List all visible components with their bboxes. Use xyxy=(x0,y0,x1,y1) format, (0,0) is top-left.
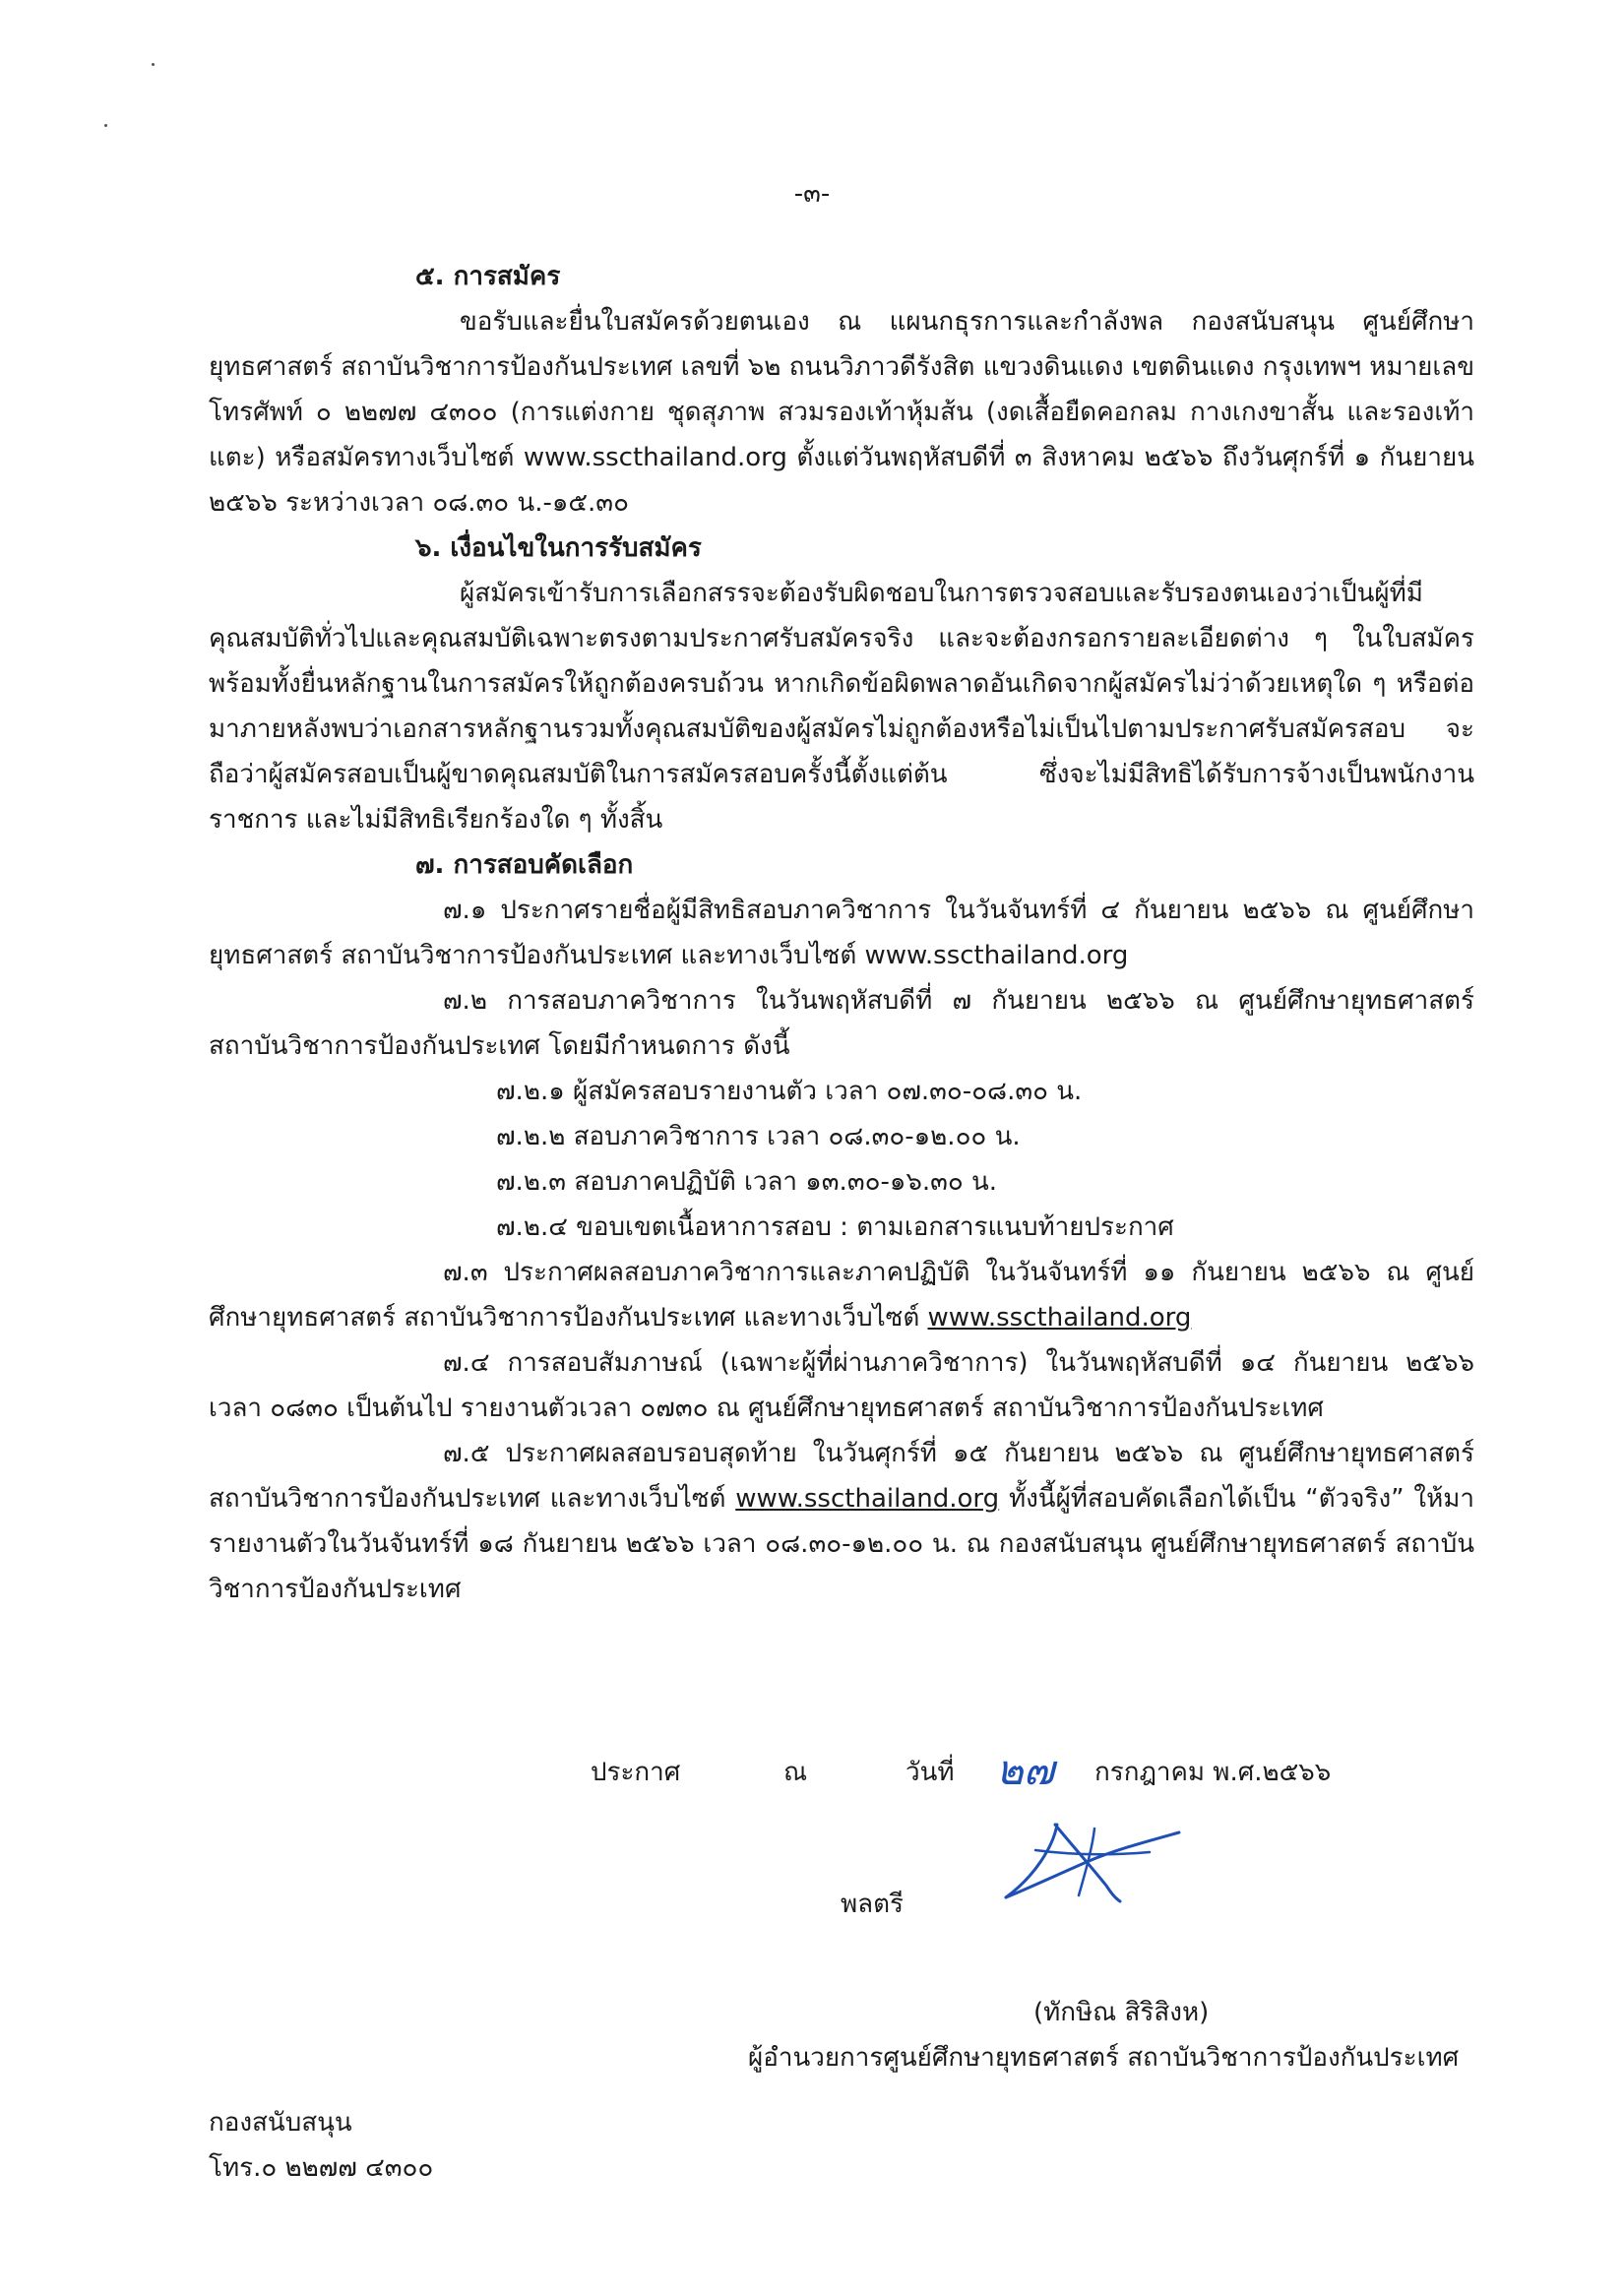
section-6-heading: ๖. เงื่อนไขในการรับสมัคร xyxy=(415,533,702,563)
item-7-5 xyxy=(209,1431,1474,1612)
item-7-5-text-b: ทั้งนี้ผู้ที่สอบคัดเลือกได้เป็น “ตัวจริง” ให้มารายงานตัวในวันจันทร์ที่ ๑๘ กันยายน ๒๕๖๖ เวลา ๐๘.๓๐-๑๒.๐๐ น. ณ กองสนับสนุน ศูนย์ศึกษายุทธศาสตร์ สถาบันวิชาการป้องกันประเทศ xyxy=(209,1484,1474,1604)
item-7-3 xyxy=(209,1250,1474,1340)
scan-speck xyxy=(104,124,107,127)
item-7-2-1: ๗.๒.๑ ผู้สมัครสอบรายงานตัว เวลา ๐๗.๓๐-๐๘.๓๐ น. xyxy=(496,1077,1083,1106)
item-7-4: ๗.๔ การสอบสัมภาษณ์ (เฉพาะผู้ที่ผ่านภาควิชาการ) ในวันพฤหัสบดีที่ ๑๔ กันยายน ๒๕๖๖ เวลา ๐๘๓๐ เป็นต้นไป รายงานตัวเวลา ๐๗๓๐ ณ ศูนย์ศึกษายุทธศาสตร์ สถาบันวิชาการป้องกันประเทศ xyxy=(209,1348,1474,1423)
item-7-3-text: ๗.๓ ประกาศผลสอบภาควิชาการและภาคปฏิบัติ ในวันจันทร์ที่ ๑๑ กันยายน ๒๕๖๖ ณ ศูนย์ศึกษายุทธศาสตร์ สถาบันวิชาการป้องกันประเทศ และทางเว็บไซต์ xyxy=(209,1258,1474,1333)
item-7-1: ๗.๑ ประกาศรายชื่อผู้มีสิทธิสอบภาควิชาการ ในวันจันทร์ที่ ๔ กันยายน ๒๕๖๖ ณ ศูนย์ศึกษายุทธศาสตร์ สถาบันวิชาการป้องกันประเทศ และทางเว็บไซต์ www.sscthailand.org xyxy=(209,896,1474,970)
item-7-2-4: ๗.๒.๔ ขอบเขตเนื้อหาการสอบ : ตามเอกสารแนบท้ายประกาศ xyxy=(496,1212,1174,1242)
item-7-2-2: ๗.๒.๒ สอบภาควิชาการ เวลา ๐๘.๓๐-๑๒.๐๐ น. xyxy=(496,1122,1021,1151)
section-6-paragraph: ผู้สมัครเข้ารับการเลือกสรรจะต้องรับผิดชอบในการตรวจสอบและรับรองตนเองว่าเป็นผู้ที่มีคุณสมบัติทั่วไปและคุณสมบัติเฉพาะตรงตามประกาศรับสมัครจริง และจะต้องกรอกรายละเอียดต่าง ๆ ในใบสมัครพร้อมทั้งยื่นหลักฐานในการสมัครให้ถูกต้องครบถ้วน หากเกิดข้อผิดพลาดอันเกิดจากผู้สมัครไม่ว่าด้วยเหตุใด ๆ หรือต่อมาภายหลังพบว่าเอกสารหลักฐานรวมทั้งคุณสมบัติของผู้สมัครไม่ถูกต้องหรือไม่เป็นไปตามประกาศรับสมัครสอบ จะถือว่าผู้สมัครสอบเป็นผู้ขาดคุณสมบัติในการสมัครสอบครั้งนี้ตั้งแต่ต้น ซึ่งจะไม่มีสิทธิได้รับการจ้างเป็นพนักงานราชการ และไม่มีสิทธิเรียกร้องใด ๆ ทั้งสิ้น xyxy=(209,579,1474,835)
handwritten-day: ๒๗ xyxy=(996,1746,1055,1794)
section-5-paragraph: ขอรับและยื่นใบสมัครด้วยตนเอง ณ แผนกธุรการและกำลังพล กองสนับสนุน ศูนย์ศึกษายุทธศาสตร์ สถาบันวิชาการป้องกันประเทศ เลขที่ ๖๒ ถนนวิภาวดีรังสิต แขวงดินแดง เขตดินแดง กรุงเทพฯ หมายเลขโทรศัพท์ ๐ ๒๒๗๗ ๔๓๐๐ (การแต่งกาย ชุดสุภาพ สวมรองเท้าหุ้มส้น (งดเสื้อยืดคอกลม กางเกงขาสั้น และรองเท้าแตะ) หรือสมัครทางเว็บไซต์ www.sscthailand.org ตั้งแต่วันพฤหัสบดีที่ ๓ สิงหาคม ๒๕๖๖ ถึงวันศุกร์ที่ ๑ กันยายน ๒๕๖๖ ระหว่างเวลา ๐๘.๓๐ น.-๑๕.๓๐ xyxy=(209,307,1474,518)
footer-phone: โทร.๐ ๒๒๗๗ ๔๓๐๐ xyxy=(209,2153,434,2183)
scan-speck xyxy=(152,63,155,66)
website-link[interactable]: www.sscthailand.org xyxy=(735,1484,1000,1514)
item-7-5-text-a: ๗.๕ ประกาศผลสอบรอบสุดท้าย ในวันศุกร์ที่ ๑๕ กันยายน ๒๕๖๖ ณ ศูนย์ศึกษายุทธศาสตร์ สถาบันวิชาการป้องกันประเทศ และทางเว็บไซต์ xyxy=(209,1439,1474,1514)
document-body xyxy=(209,254,1474,1612)
website-link[interactable]: www.sscthailand.org xyxy=(927,1303,1192,1333)
item-7-2-3: ๗.๒.๓ สอบภาคปฏิบัติ เวลา ๑๓.๓๐-๑๖.๓๐ น. xyxy=(496,1167,998,1197)
signatory-name: (ทักษิณ สิริสิงห) xyxy=(1033,1998,1210,2027)
signatory-title: ผู้อำนวยการศูนย์ศึกษายุทธศาสตร์ สถาบันวิชาการป้องกันประเทศ xyxy=(748,2043,1460,2073)
section-5-heading: ๕. การสมัคร xyxy=(415,262,561,291)
section-7-heading: ๗. การสอบคัดเลือก xyxy=(415,850,634,880)
footer-contact xyxy=(209,2100,433,2191)
page-number: -๓- xyxy=(793,179,831,209)
footer-department: กองสนับสนุน xyxy=(209,2108,352,2138)
announcement-label: ประกาศ xyxy=(591,1758,681,1787)
signature-mark xyxy=(996,1807,1193,1915)
item-7-2: ๗.๒ การสอบภาควิชาการ ในวันพฤหัสบดีที่ ๗ กันยายน ๒๕๖๖ ณ ศูนย์ศึกษายุทธศาสตร์ สถาบันวิชาการป้องกันประเทศ โดยมีกำหนดการ ดังนี้ xyxy=(209,986,1474,1061)
announcement-month-year: กรกฎาคม พ.ศ.๒๕๖๖ xyxy=(1094,1758,1332,1787)
announcement-date-label: วันที่ xyxy=(906,1758,955,1787)
signatory-rank: พลตรี xyxy=(841,1890,904,1919)
announcement-at: ณ xyxy=(783,1758,808,1787)
